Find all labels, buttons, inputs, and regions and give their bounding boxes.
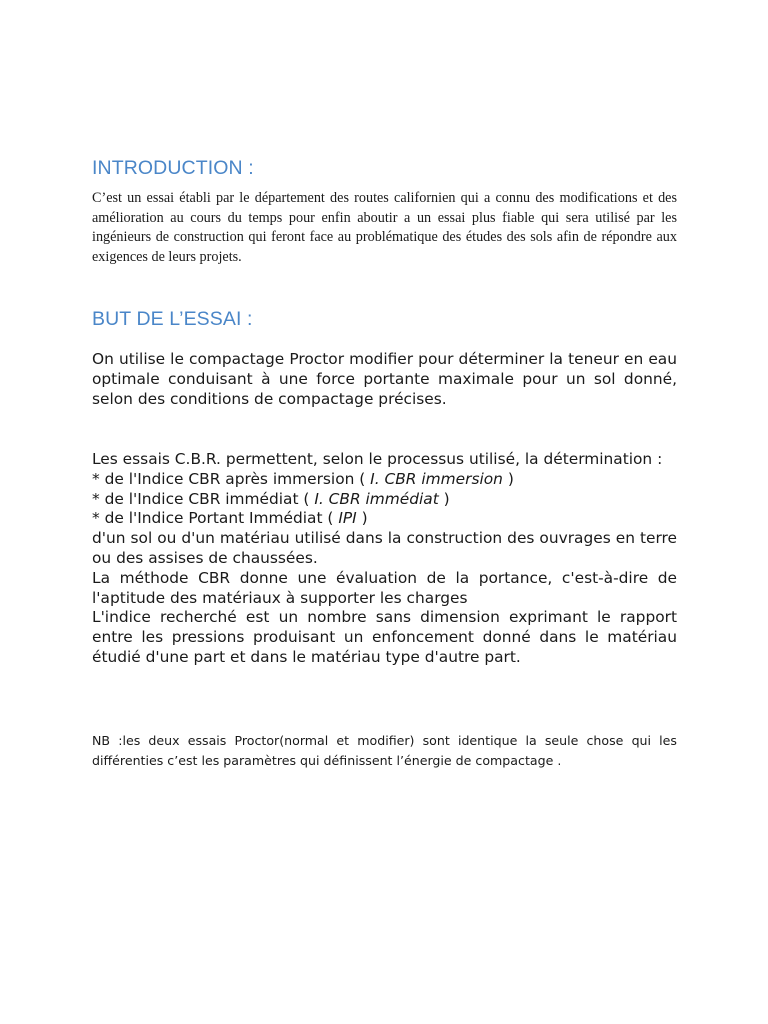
- cbr-item-prefix: * de l'Indice CBR immédiat (: [92, 489, 315, 508]
- cbr-item: [92, 490, 677, 510]
- cbr-item-prefix: * de l'Indice Portant Immédiat (: [92, 509, 339, 528]
- cbr-item: [92, 509, 677, 529]
- cbr-after-items: d'un sol ou d'un matériau utilisé dans la construction des ouvrages en terre ou des assises de chaussées.: [92, 529, 677, 567]
- cbr-item-italic: I. CBR immédiat: [314, 489, 439, 508]
- nb-note: NB :les deux essais Proctor(normal et modifier) sont identique la seule chose qui les différenties c’est les paramètres qui définissent l’énergie de compactage .: [92, 733, 677, 768]
- cbr-indice: L'indice recherché est un nombre sans dimension exprimant le rapport entre les pressions produisant un enfoncement donné dans le matériau étudié d'une part et dans le matériau type d'autre part.: [92, 608, 677, 666]
- cbr-item-suffix: ): [438, 489, 450, 508]
- cbr-section: [92, 450, 677, 668]
- cbr-intro: Les essais C.B.R. permettent, selon le processus utilisé, la détermination :: [92, 450, 663, 468]
- cbr-methode: La méthode CBR donne une évaluation de la portance, c'est-à-dire de l'aptitude des matériaux à supporter les charges: [92, 568, 677, 607]
- cbr-item-suffix: ): [502, 469, 514, 488]
- but-paragraph: On utilise le compactage Proctor modifier pour déterminer la teneur en eau optimale conduisant à une force portante maximale pour un sol donné, selon des conditions de compactage précises.: [92, 350, 677, 408]
- cbr-item-italic: IPI: [338, 509, 357, 528]
- cbr-item-italic: I. CBR immersion: [370, 469, 503, 488]
- introduction-paragraph: C’est un essai établi par le département des routes californien qui a connu des modifications et des amélioration au cours du temps pour enfin aboutir a un essai plus fiable qui sera utilisé par les ingénieurs de construction qui feront face au problématique des études des sols afin de répondre aux exigences de leurs projets.: [92, 190, 677, 265]
- cbr-item-prefix: * de l'Indice CBR après immersion (: [92, 469, 371, 488]
- introduction-heading: INTRODUCTION :: [92, 157, 254, 179]
- but-heading: BUT DE L’ESSAI :: [92, 308, 253, 330]
- cbr-item: [92, 470, 677, 490]
- cbr-item-suffix: ): [356, 509, 368, 528]
